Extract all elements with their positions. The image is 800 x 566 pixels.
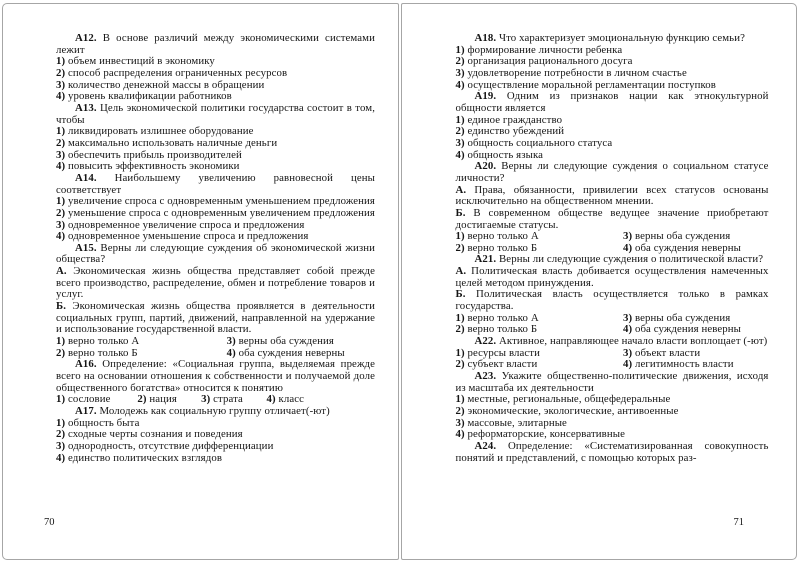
option-number: 4) [622,323,633,336]
option-line: 4) оба суждения неверны [226,346,345,359]
option-number: 3) [56,439,66,452]
statement: Б. Политическая власть осуществляется только в рамках государства. [455,288,769,313]
option-number: 1) [56,125,66,138]
statement: Б. Экономическая жизнь общества проявляется в деятельности социальных групп, партий, движений, направленной на удержание и использование государственной власти. [56,300,375,336]
option-number: 2) [455,358,465,371]
option-line: 1) ликвидировать излишнее оборудование [56,125,254,138]
question-stem: А13. Цель экономической политики государства состоит в том, чтобы [56,101,375,126]
option-line: 4) единство политических взглядов [56,451,223,464]
question-stem: А23. Укажите общественно-политические движения, исходя из масштаба их деятельности [455,370,769,394]
option-number: 1) [56,393,66,406]
question-stem: А12. В основе различий между экономическими системами лежит [56,32,375,56]
question-id: А17. [75,405,97,417]
options-two-column [456,231,769,254]
option-line: 2) верно только Б [56,346,138,359]
option-line: 3) одновременное увеличение спроса и предложения [56,218,305,231]
option-number: 4) [266,393,276,406]
option-number: 2) [137,393,147,406]
question-id: А23. [474,370,497,383]
option-line: 3) обеспечить прибыль производителей [56,148,242,161]
option-line: 4) оба суждения неверны [622,323,742,336]
option-line: 1) формирование личности ребенка [455,43,623,56]
option-number: 2) [455,405,465,417]
option-line: 4) реформаторские, консервативные [455,428,625,441]
option-line: 3) верны оба суждения [226,335,334,348]
option-line: 1) общность быта [56,416,140,429]
statement-label: Б. [455,206,466,219]
option-line: 3) однородность, отсутствие дифференциации [56,439,274,452]
option-number: 2) [56,66,66,79]
option-line: 1) сословие [56,393,111,406]
option-line: 4) одновременное уменьшение спроса и предложения [56,230,309,243]
option-number: 4) [455,78,465,91]
option-line: 2) сходные черты сознания и поведения [56,428,243,441]
option-number: 4) [56,160,66,173]
option-number: 3) [622,346,633,359]
option-line: 4) класс [266,393,305,406]
question-id: А18. [474,32,497,44]
question-stem: А14. Наибольшему увеличению равновесной цены соответствует [56,171,375,196]
question-stem: А21. Верны ли следующие суждения о политической власти? [474,253,764,266]
question-stem: А22. Активное, направляющее начало власти воплощает (-ют) [474,335,768,348]
option-number: 2) [455,125,465,138]
book-spread [2,3,797,560]
option-number: 1) [56,416,66,429]
option-number: 2) [455,323,465,336]
option-line: 4) осуществление моральной регламентации поступков [455,78,716,91]
page-71 [401,3,798,560]
option-line: 2) организация рационального досуга [455,55,633,68]
statement-label: Б. [455,288,466,301]
statement-label: А. [455,183,467,196]
question-stem: А16. Определение: «Социальная группа, выделяемая прежде всего на основании отношения к собственности и получаемой доле общественного богатства» относится к понятию [56,358,375,394]
question-stem: А17. Молодежь как социальную группу отличает(-ют) [75,405,330,417]
option-line: 2) нация [137,393,177,406]
option-number: 3) [622,230,633,243]
option-line: 3) объект власти [622,346,701,359]
option-number: 1) [56,335,66,348]
option-line: 1) ресурсы власти [455,346,540,359]
option-number: 3) [622,311,633,324]
option-line: 2) уменьшение спроса с одновременным увеличением предложения [56,206,375,219]
option-number: 4) [455,148,465,161]
option-number: 3) [201,393,211,406]
option-line: 2) максимально использовать наличные деньги [56,136,278,149]
question-stem: А19. Одним из признаков нации как этнокультурной общности является [455,90,769,114]
option-number: 4) [455,428,465,441]
options-two-column [56,336,375,359]
option-number: 1) [455,43,465,56]
question-stem: А18. Что характеризует эмоциональную функцию семьи? [474,32,745,44]
option-line: 4) уровень квалификации работников [56,90,232,103]
question-stem: А20. Верны ли следующие суждения о социальном статусе личности? [455,160,769,184]
option-line: 4) повысить эффективность экономики [56,160,240,173]
question-id: А13. [75,101,97,114]
option-line: 4) легитимность власти [622,358,734,371]
options-two-column [456,313,769,336]
question-id: А22. [474,335,497,348]
option-number: 2) [455,241,465,254]
option-number: 3) [455,136,465,149]
option-line: 2) субъект власти [455,358,538,371]
option-number: 2) [56,136,66,149]
question-id: А15. [75,241,97,254]
option-line: 1) единое гражданство [455,113,563,126]
option-line: 3) удовлетворение потребности в личном счастье [455,66,687,79]
option-line: 1) увеличение спроса с одновременным уменьшением предложения [56,195,375,208]
option-number: 3) [56,78,66,91]
statement-label: Б. [56,300,67,313]
option-number: 2) [56,428,66,441]
option-line: 2) верно только Б [455,323,538,336]
option-number: 1) [455,113,465,126]
option-line: 3) верны оба суждения [622,230,731,243]
option-number: 1) [455,393,465,406]
question-id: А21. [474,253,497,266]
option-number: 3) [226,335,236,348]
option-line: 2) верно только Б [455,241,538,254]
option-line: 2) способ распределения ограниченных ресурсов [56,66,288,79]
option-line: 1) верно только А [56,335,140,348]
option-number: 4) [56,451,66,464]
statement: А. Права, обязанности, привилегии всех статусов основаны исключительно на общественном мнении. [455,183,769,208]
statement-label: А. [56,265,67,278]
option-line: 1) верно только А [455,311,539,324]
option-number: 4) [56,230,66,243]
statement: А. Политическая власть добивается осуществления намеченных целей методом принуждения. [455,265,769,289]
statement: А. Экономическая жизнь общества представляет собой прежде всего производство, распределение, обмен и потребление товаров и услуг. [56,265,375,301]
question-id: А14. [75,171,97,184]
option-line: 3) массовые, элитарные [455,416,567,429]
option-line: 3) количество денежной массы в обращении [56,78,265,91]
option-number: 2) [455,55,465,68]
question-id: А20. [474,160,497,173]
option-number: 4) [56,90,66,103]
option-line: 1) верно только А [455,230,539,243]
page-71-content [456,33,769,464]
option-number: 1) [455,346,465,359]
option-number: 2) [56,206,66,219]
option-number: 1) [455,230,465,243]
option-line: 3) верны оба суждения [622,311,731,324]
statement: Б. В современном обществе ведущее значение приобретают достигаемые статусы. [455,206,769,231]
option-number: 1) [56,195,66,208]
page-number-71: 71 [733,517,744,528]
option-number: 2) [56,346,66,359]
question-id: А16. [75,358,97,371]
option-number: 3) [455,66,465,79]
option-number: 3) [56,148,66,161]
option-line: 3) общность социального статуса [455,136,613,149]
question-stem: А24. Определение: «Систематизированная совокупность понятий и представлений, с помощью которых раз- [455,439,769,464]
page-number-70: 70 [44,517,55,528]
options-two-column [456,348,769,371]
question-stem: А15. Верны ли следующие суждения об экономической жизни общества? [56,241,375,266]
option-number: 3) [56,218,66,231]
option-number: 4) [622,358,633,371]
option-line: 3) страта [201,393,243,406]
statement-label: А. [455,265,467,278]
option-line: 2) единство убеждений [455,125,565,138]
option-line: 4) общность языка [455,148,544,161]
option-number: 1) [455,311,465,324]
page-70 [2,3,399,560]
option-line: 1) местные, региональные, общефедеральные [455,393,671,406]
option-line: 4) оба суждения неверны [622,241,742,254]
option-number: 3) [455,416,465,429]
option-line: 2) экономические, экологические, антивоенные [455,405,679,417]
option-number: 4) [622,241,633,254]
question-id: А24. [474,439,497,452]
question-id: А19. [474,90,497,103]
option-number: 1) [56,55,66,68]
option-number: 4) [226,346,236,359]
page-70-content [56,33,375,464]
option-line: 1) объем инвестиций в экономику [56,55,215,68]
question-id: А12. [75,32,97,44]
